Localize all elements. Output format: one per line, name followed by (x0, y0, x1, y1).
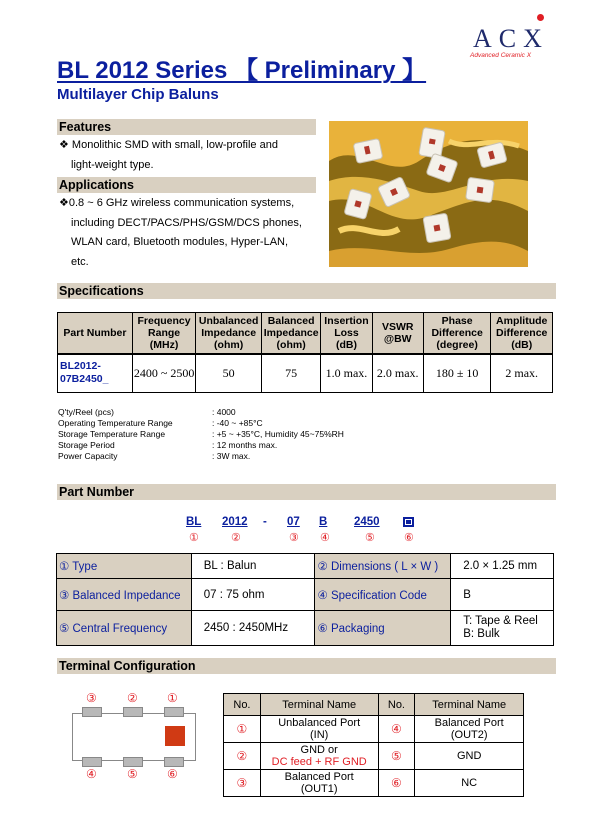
info-value: : -40 ~ +85°C (212, 418, 263, 428)
info-values (212, 407, 344, 462)
terminal-no: ② (224, 743, 261, 770)
table-cell: 2.0 max. (372, 354, 423, 392)
pn-num: ④ (320, 532, 330, 544)
packaging-option: T: Tape & Reel (463, 615, 538, 627)
terminal-name-line: Balanced Port (434, 717, 504, 729)
table-row (57, 579, 554, 611)
terminal-pad (82, 757, 102, 767)
pn-code-spec: B (319, 516, 328, 528)
table-cell: 2 max. (491, 354, 553, 392)
terminal-no: ⑥ (378, 770, 415, 797)
column-header: No. (224, 694, 261, 716)
pn-value-packaging (451, 611, 554, 646)
part-number-heading: Part Number (57, 484, 556, 500)
pn-value-type: BL : Balun (191, 554, 315, 579)
column-header: Terminal Name (415, 694, 524, 716)
pn-value-dimensions: 2.0 × 1.25 mm (451, 554, 554, 579)
pn-label-dimensions: ② Dimensions ( L × W ) (315, 554, 451, 579)
terminal-name (260, 743, 378, 770)
terminal-num: ④ (86, 767, 97, 781)
terminal-no: ⑤ (378, 743, 415, 770)
column-header: Amplitude Difference (dB) (491, 313, 553, 355)
table-row (224, 716, 524, 743)
info-label: Power Capacity (58, 451, 118, 461)
column-header: Balanced Impedance (ohm) (261, 313, 320, 355)
table-cell-part-number: BL2012-07B2450_ (58, 354, 133, 392)
table-row (224, 770, 524, 797)
info-value: : 3W max. (212, 451, 251, 461)
table-cell: 75 (261, 354, 320, 392)
terminal-name-line: (OUT2) (450, 729, 488, 741)
logo-tagline: Advanced Ceramic X (470, 52, 532, 59)
applications-line: etc. (71, 255, 89, 268)
pn-num: ⑤ (365, 532, 375, 544)
info-label: Storage Period (58, 440, 115, 450)
column-header: Unbalanced Impedance (ohm) (196, 313, 262, 355)
specifications-heading: Specifications (57, 283, 556, 299)
terminal-name-line: DC feed + RF GND (271, 756, 367, 768)
table-row (57, 554, 554, 579)
column-header: No. (378, 694, 415, 716)
pn-packaging-box-fill (406, 520, 411, 524)
terminal-pad (164, 707, 184, 717)
terminal-num: ② (127, 691, 138, 705)
table-row (57, 611, 554, 646)
table-cell: 2400 ~ 2500 (132, 354, 196, 392)
table-row (58, 354, 553, 392)
info-label: Storage Temperature Range (58, 429, 166, 439)
pn-code-dimensions: 2012 (222, 516, 248, 528)
pn-code-frequency: 2450 (354, 516, 380, 528)
features-text (59, 136, 278, 175)
company-logo: ACX (473, 24, 549, 53)
page-subtitle: Multilayer Chip Baluns (57, 86, 219, 103)
page-title: BL 2012 Series 【 Preliminary 】 (57, 57, 427, 84)
table-header-row (58, 313, 553, 355)
terminal-name (260, 716, 378, 743)
table-header-row (224, 694, 524, 716)
terminal-pad (123, 707, 143, 717)
info-value: : +5 ~ +35°C, Humidity 45~75%RH (212, 429, 344, 439)
pn-label-spec-code: ④ Specification Code (315, 579, 451, 611)
terminal-name-line: Unbalanced Port (278, 717, 361, 729)
logo-dot (537, 14, 544, 21)
terminal-no: ③ (224, 770, 261, 797)
column-header: Terminal Name (260, 694, 378, 716)
info-labels (58, 407, 173, 462)
info-value: : 4000 (212, 407, 236, 417)
column-header: VSWR @BW (372, 313, 423, 355)
pn-num: ② (231, 532, 241, 544)
product-photo (329, 121, 528, 267)
table-cell: 180 ± 10 (423, 354, 491, 392)
applications-text (59, 194, 302, 272)
orientation-mark (165, 726, 185, 746)
terminal-name: NC (415, 770, 524, 797)
terminal-table (223, 693, 524, 797)
terminal-name-line: (OUT1) (300, 783, 338, 795)
part-number-table (56, 553, 554, 646)
pn-num: ① (189, 532, 199, 544)
terminal-num: ③ (86, 691, 97, 705)
pn-num: ③ (289, 532, 299, 544)
features-line: light-weight type. (71, 158, 154, 171)
terminal-pad (82, 707, 102, 717)
terminal-name-line: GND or (300, 744, 338, 756)
terminal-no: ① (224, 716, 261, 743)
features-heading: Features (57, 119, 316, 135)
pn-value-impedance: 07 : 75 ohm (191, 579, 315, 611)
pn-value-spec-code: B (451, 579, 554, 611)
column-header: Part Number (58, 313, 133, 355)
table-row (224, 743, 524, 770)
terminal-name: GND (415, 743, 524, 770)
pn-num: ⑥ (404, 532, 414, 544)
applications-line: WLAN card, Bluetooth modules, Hyper-LAN, (71, 236, 289, 248)
pn-label-packaging: ⑥ Packaging (315, 611, 451, 646)
column-header: Frequency Range (MHz) (132, 313, 196, 355)
pn-label-impedance: ③ Balanced Impedance (57, 579, 192, 611)
pn-code-impedance: 07 (287, 516, 300, 528)
table-cell: 50 (196, 354, 262, 392)
specifications-table (57, 312, 553, 393)
terminal-name (415, 716, 524, 743)
features-line: ❖ Monolithic SMD with small, low-profile and (59, 139, 278, 151)
terminal-name (260, 770, 378, 797)
pn-label-frequency: ⑤ Central Frequency (57, 611, 192, 646)
terminal-name-line: (IN) (310, 729, 329, 741)
column-header: Insertion Loss (dB) (321, 313, 372, 355)
column-header: Phase Difference (degree) (423, 313, 491, 355)
applications-line: including DECT/PACS/PHS/GSM/DCS phones, (71, 216, 302, 229)
pn-code-dash: - (263, 516, 267, 528)
pn-label-type: ① Type (57, 554, 192, 579)
info-label: Operating Temperature Range (58, 418, 173, 428)
info-value: : 12 months max. (212, 440, 278, 450)
terminal-name-line: Balanced Port (284, 771, 354, 783)
table-cell: 1.0 max. (321, 354, 372, 392)
terminal-pad (164, 757, 184, 767)
terminal-num: ⑥ (167, 767, 178, 781)
terminal-num: ⑤ (127, 767, 138, 781)
applications-heading: Applications (57, 177, 316, 193)
applications-line: ❖0.8 ~ 6 GHz wireless communication systems, (59, 197, 295, 209)
terminal-heading: Terminal Configuration (57, 658, 556, 674)
info-label: Q'ty/Reel (pcs) (58, 407, 114, 417)
terminal-pad (123, 757, 143, 767)
terminal-num: ① (167, 691, 178, 705)
pn-value-frequency: 2450 : 2450MHz (191, 611, 315, 646)
pn-code-type: BL (186, 516, 202, 528)
terminal-no: ④ (378, 716, 415, 743)
packaging-option: B: Bulk (463, 628, 500, 640)
